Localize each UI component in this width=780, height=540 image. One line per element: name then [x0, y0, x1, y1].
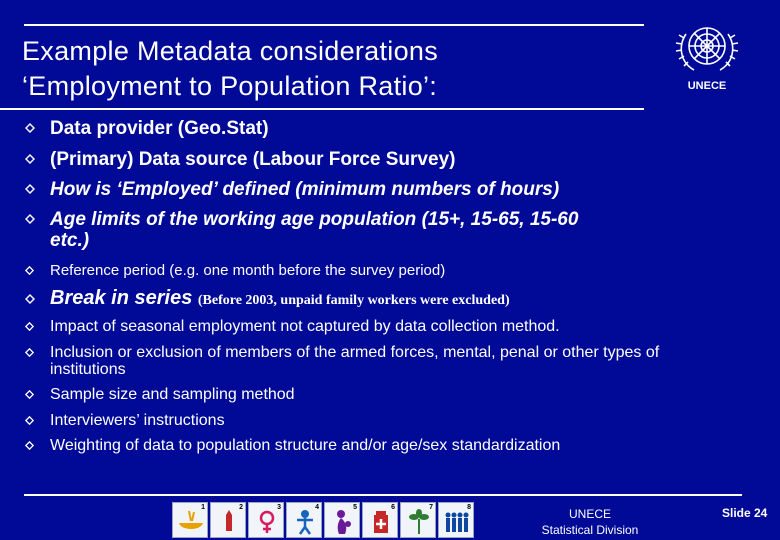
goal-number: 6	[391, 504, 395, 511]
bullet-text: Sample size and sampling method	[50, 386, 295, 403]
bullet-text-line-1: Age limits of the working age population (15+, 15-65, 15-60	[50, 209, 579, 230]
gender-icon	[253, 509, 281, 535]
bullet-text: Interviewers’ instructions	[50, 412, 225, 429]
footer-org-name: UNECE	[568, 507, 611, 521]
title-bottom-rule	[0, 108, 644, 110]
diamond-bullet-icon	[24, 321, 35, 332]
goal-3	[248, 502, 284, 538]
footer-rule	[24, 494, 742, 496]
diamond-bullet-icon	[24, 122, 36, 134]
goal-6	[362, 502, 398, 538]
goal-8	[438, 502, 474, 538]
footer-org	[520, 506, 660, 538]
footer-division: Statistical Division	[541, 523, 639, 537]
slide-number: Slide 24	[722, 506, 768, 520]
bullet-text-line-2: etc.)	[50, 230, 90, 251]
goal-number: 1	[201, 504, 205, 511]
bullet-text: Weighting of data to population structure and/or age/sex standardization	[50, 437, 561, 454]
bullet-text: Data provider (Geo.Stat)	[50, 118, 269, 139]
goal-number: 4	[315, 504, 319, 511]
unece-logo	[664, 14, 750, 102]
goal-4	[286, 502, 322, 538]
people-icon	[443, 509, 471, 535]
title-top-rule	[24, 24, 644, 26]
goal-2	[210, 502, 246, 538]
goal-number: 7	[429, 504, 433, 511]
goal-number: 5	[353, 504, 357, 511]
break-in-series-note: (Before 2003, unpaid family workers were excluded)	[197, 293, 510, 308]
goal-5	[324, 502, 360, 538]
goal-number: 8	[467, 504, 471, 511]
goal-7	[400, 502, 436, 538]
break-in-series-label: Break in series	[50, 287, 198, 309]
diamond-bullet-icon	[24, 213, 36, 225]
un-emblem-icon	[664, 14, 750, 78]
diamond-bullet-icon	[24, 265, 35, 276]
bullet-text-line-2: institutions	[50, 361, 126, 378]
title-line-2: ‘Employment to Population Ratio’:	[22, 71, 438, 101]
diamond-bullet-icon	[24, 415, 35, 426]
logo-label: UNECE	[687, 80, 727, 92]
bullet-text: How is ‘Employed’ defined (minimum numbers of hours)	[50, 179, 560, 200]
diamond-bullet-icon	[24, 153, 36, 165]
pencil-icon	[215, 509, 243, 535]
bullet-text: (Primary) Data source (Labour Force Survey)	[50, 149, 456, 170]
diamond-bullet-icon	[24, 293, 36, 305]
medicine-icon	[367, 509, 395, 535]
bowl-icon	[177, 509, 205, 535]
diamond-bullet-icon	[24, 389, 35, 400]
page-title	[22, 34, 642, 104]
diamond-bullet-icon	[24, 183, 36, 195]
mother-icon	[329, 509, 357, 535]
goal-number: 3	[277, 504, 281, 511]
bullet-text-line-1: Inclusion or exclusion of members of the armed forces, mental, penal or other types of	[50, 344, 660, 361]
child-icon	[291, 509, 319, 535]
goal-icons-strip	[172, 502, 518, 540]
diamond-bullet-icon	[24, 440, 35, 451]
diamond-bullet-icon	[24, 347, 35, 358]
goal-number: 2	[239, 504, 243, 511]
title-line-1: Example Metadata considerations	[22, 36, 439, 66]
bullet-text: Impact of seasonal employment not captured by data collection method.	[50, 318, 560, 335]
goal-1	[172, 502, 208, 538]
plant-icon	[405, 509, 433, 535]
break-in-series	[50, 286, 510, 313]
reference-period-text: Reference period (e.g. one month before the survey period)	[50, 262, 446, 279]
